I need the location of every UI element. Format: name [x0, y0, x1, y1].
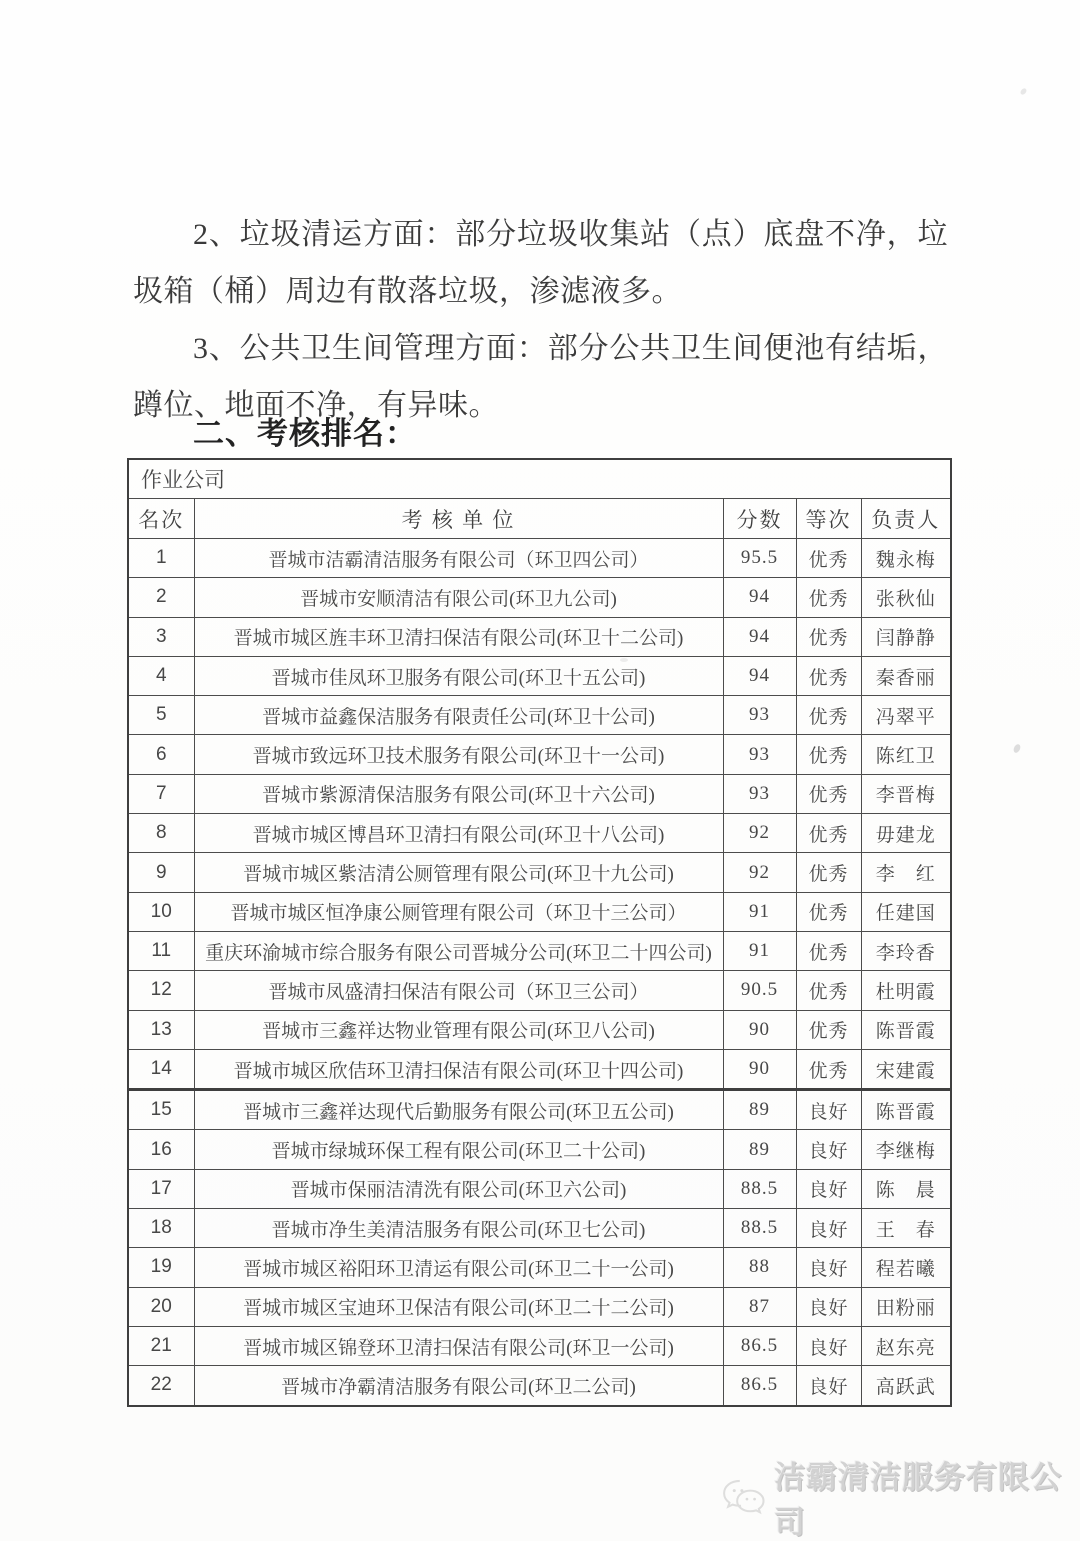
score-cell: 91 — [723, 892, 796, 931]
score-cell: 94 — [723, 617, 796, 656]
unit-cell: 晋城市佳凤环卫服务有限公司(环卫十五公司) — [194, 656, 723, 695]
person-cell: 张秋仙 — [861, 578, 951, 617]
rank-cell: 7 — [128, 774, 194, 813]
person-cell: 陈红卫 — [861, 735, 951, 774]
person-cell: 闫静静 — [861, 617, 951, 656]
paragraph-public-toilet: 3、公共卫生间管理方面：部分公共卫生间便池有结垢，蹲位、地面不净，有异味。 — [133, 332, 948, 422]
table-row — [128, 735, 951, 774]
score-cell: 92 — [723, 814, 796, 853]
table-row — [128, 814, 951, 853]
rank-cell: 17 — [128, 1169, 194, 1208]
grade-cell: 良好 — [796, 1209, 861, 1248]
rank-cell: 18 — [128, 1209, 194, 1248]
rank-cell: 8 — [128, 814, 194, 853]
rank-cell: 4 — [128, 656, 194, 695]
score-cell: 95.5 — [723, 539, 796, 578]
score-cell: 90 — [723, 1010, 796, 1049]
rank-cell: 10 — [128, 892, 194, 931]
score-cell: 86.5 — [723, 1366, 796, 1406]
rank-cell: 22 — [128, 1366, 194, 1406]
grade-cell: 优秀 — [796, 696, 861, 735]
table-row — [128, 892, 951, 931]
grade-cell: 良好 — [796, 1287, 861, 1326]
person-cell: 任建国 — [861, 892, 951, 931]
grade-cell: 良好 — [796, 1090, 861, 1130]
rank-cell: 6 — [128, 735, 194, 774]
table-row — [128, 696, 951, 735]
rank-cell: 14 — [128, 1049, 194, 1089]
scan-speck — [1012, 743, 1021, 754]
score-cell: 87 — [723, 1287, 796, 1326]
group-label: 作业公司 — [128, 459, 951, 499]
score-cell: 88.5 — [723, 1209, 796, 1248]
grade-cell: 优秀 — [796, 735, 861, 774]
grade-cell: 良好 — [796, 1366, 861, 1406]
scan-speck — [620, 658, 628, 662]
unit-cell: 晋城市净生美清洁服务有限公司(环卫七公司) — [194, 1209, 723, 1248]
person-cell: 田粉丽 — [861, 1287, 951, 1326]
table-header-row — [128, 499, 951, 539]
person-cell: 高跃武 — [861, 1366, 951, 1406]
score-cell: 91 — [723, 931, 796, 970]
table-row — [128, 1366, 951, 1406]
grade-cell: 优秀 — [796, 656, 861, 695]
grade-cell: 优秀 — [796, 539, 861, 578]
unit-cell: 晋城市紫源清保洁服务有限公司(环卫十六公司) — [194, 774, 723, 813]
unit-cell: 晋城市城区旌丰环卫清扫保洁有限公司(环卫十二公司) — [194, 617, 723, 656]
rank-cell: 19 — [128, 1248, 194, 1287]
person-cell: 李晋梅 — [861, 774, 951, 813]
unit-cell: 晋城市城区锦登环卫清扫保洁有限公司(环卫一公司) — [194, 1326, 723, 1365]
score-cell: 90.5 — [723, 971, 796, 1010]
score-cell: 86.5 — [723, 1326, 796, 1365]
watermark-company-name: 洁霸清洁服务有限公司 — [773, 1460, 1062, 1540]
scan-speck — [1019, 87, 1027, 96]
rank-cell: 12 — [128, 971, 194, 1010]
table-row — [128, 774, 951, 813]
grade-cell: 优秀 — [796, 853, 861, 892]
unit-cell: 晋城市城区紫洁清公厕管理有限公司(环卫十九公司) — [194, 853, 723, 892]
score-cell: 92 — [723, 853, 796, 892]
column-header-rank: 名次 — [128, 499, 194, 539]
grade-cell: 优秀 — [796, 931, 861, 970]
column-header-unit: 考 核 单 位 — [194, 499, 723, 539]
person-cell: 李继梅 — [861, 1130, 951, 1169]
grade-cell: 优秀 — [796, 774, 861, 813]
table-row — [128, 1090, 951, 1130]
table-row — [128, 539, 951, 578]
paragraph-garbage-transport: 2、垃圾清运方面：部分垃圾收集站（点）底盘不净，垃圾箱（桶）周边有散落垃圾，渗滤液多。 — [133, 218, 948, 308]
unit-cell: 晋城市城区博昌环卫清扫有限公司(环卫十八公司) — [194, 814, 723, 853]
grade-cell: 优秀 — [796, 1010, 861, 1049]
unit-cell: 晋城市净霸清洁服务有限公司(环卫二公司) — [194, 1366, 723, 1406]
grade-cell: 优秀 — [796, 617, 861, 656]
unit-cell: 晋城市保丽洁清洗有限公司(环卫六公司) — [194, 1169, 723, 1208]
rank-cell: 2 — [128, 578, 194, 617]
score-cell: 93 — [723, 774, 796, 813]
rank-cell: 5 — [128, 696, 194, 735]
rank-cell: 1 — [128, 539, 194, 578]
table-row — [128, 1209, 951, 1248]
unit-cell: 晋城市安顺清洁有限公司(环卫九公司) — [194, 578, 723, 617]
person-cell: 赵东亮 — [861, 1326, 951, 1365]
score-cell: 94 — [723, 656, 796, 695]
rank-cell: 20 — [128, 1287, 194, 1326]
table-row — [128, 931, 951, 970]
person-cell: 毋建龙 — [861, 814, 951, 853]
person-cell: 魏永梅 — [861, 539, 951, 578]
person-cell: 陈晋霞 — [861, 1090, 951, 1130]
person-cell: 秦香丽 — [861, 656, 951, 695]
unit-cell: 晋城市绿城环保工程有限公司(环卫二十公司) — [194, 1130, 723, 1169]
score-cell: 90 — [723, 1049, 796, 1089]
table-row — [128, 1326, 951, 1365]
rank-cell: 3 — [128, 617, 194, 656]
unit-cell: 晋城市三鑫祥达物业管理有限公司(环卫八公司) — [194, 1010, 723, 1049]
unit-cell: 晋城市洁霸清洁服务有限公司（环卫四公司） — [194, 539, 723, 578]
table-row — [128, 1287, 951, 1326]
person-cell: 冯翠平 — [861, 696, 951, 735]
grade-cell: 良好 — [796, 1130, 861, 1169]
person-cell: 王 春 — [861, 1209, 951, 1248]
table-row — [128, 1010, 951, 1049]
company-watermark — [722, 1452, 1080, 1542]
wechat-icon — [722, 1477, 766, 1517]
person-cell: 程若曦 — [861, 1248, 951, 1287]
table-row — [128, 853, 951, 892]
rank-cell: 9 — [128, 853, 194, 892]
table-body — [128, 459, 951, 1406]
grade-cell: 优秀 — [796, 892, 861, 931]
score-cell: 94 — [723, 578, 796, 617]
unit-cell: 晋城市三鑫祥达现代后勤服务有限公司(环卫五公司) — [194, 1090, 723, 1130]
unit-cell: 晋城市凤盛清扫保洁有限公司（环卫三公司） — [194, 971, 723, 1010]
score-cell: 93 — [723, 696, 796, 735]
assessment-ranking-table — [127, 458, 952, 1407]
column-header-grade: 等次 — [796, 499, 861, 539]
unit-cell: 重庆环渝城市综合服务有限公司晋城分公司(环卫二十四公司) — [194, 931, 723, 970]
person-cell: 陈晋霞 — [861, 1010, 951, 1049]
unit-cell: 晋城市城区裕阳环卫清运有限公司(环卫二十一公司) — [194, 1248, 723, 1287]
grade-cell: 优秀 — [796, 578, 861, 617]
column-header-person: 负责人 — [861, 499, 951, 539]
table-row — [128, 617, 951, 656]
grade-cell: 优秀 — [796, 814, 861, 853]
unit-cell: 晋城市城区宝迪环卫保洁有限公司(环卫二十二公司) — [194, 1287, 723, 1326]
table-row — [128, 1130, 951, 1169]
table-row — [128, 1049, 951, 1089]
unit-cell: 晋城市城区欣佶环卫清扫保洁有限公司(环卫十四公司) — [194, 1049, 723, 1089]
grade-cell: 优秀 — [796, 1049, 861, 1089]
grade-cell: 良好 — [796, 1248, 861, 1287]
score-cell: 89 — [723, 1090, 796, 1130]
table-row — [128, 1169, 951, 1208]
section-heading-ranking: 二、考核排名： — [193, 416, 417, 451]
score-cell: 93 — [723, 735, 796, 774]
person-cell: 李玲香 — [861, 931, 951, 970]
person-cell: 陈 晨 — [861, 1169, 951, 1208]
person-cell: 宋建霞 — [861, 1049, 951, 1089]
column-header-score: 分数 — [723, 499, 796, 539]
rank-cell: 21 — [128, 1326, 194, 1365]
unit-cell: 晋城市城区恒净康公厕管理有限公司（环卫十三公司） — [194, 892, 723, 931]
group-label-row — [128, 459, 951, 499]
grade-cell: 良好 — [796, 1169, 861, 1208]
table-row — [128, 1248, 951, 1287]
grade-cell: 良好 — [796, 1326, 861, 1365]
rank-cell: 15 — [128, 1090, 194, 1130]
person-cell: 杜明霞 — [861, 971, 951, 1010]
score-cell: 89 — [723, 1130, 796, 1169]
rank-cell: 11 — [128, 931, 194, 970]
rank-cell: 13 — [128, 1010, 194, 1049]
score-cell: 88.5 — [723, 1169, 796, 1208]
table-row — [128, 971, 951, 1010]
score-cell: 88 — [723, 1248, 796, 1287]
table-row — [128, 656, 951, 695]
unit-cell: 晋城市致远环卫技术服务有限公司(环卫十一公司) — [194, 735, 723, 774]
grade-cell: 优秀 — [796, 971, 861, 1010]
rank-cell: 16 — [128, 1130, 194, 1169]
person-cell: 李 红 — [861, 853, 951, 892]
table-row — [128, 578, 951, 617]
unit-cell: 晋城市益鑫保洁服务有限责任公司(环卫十公司) — [194, 696, 723, 735]
